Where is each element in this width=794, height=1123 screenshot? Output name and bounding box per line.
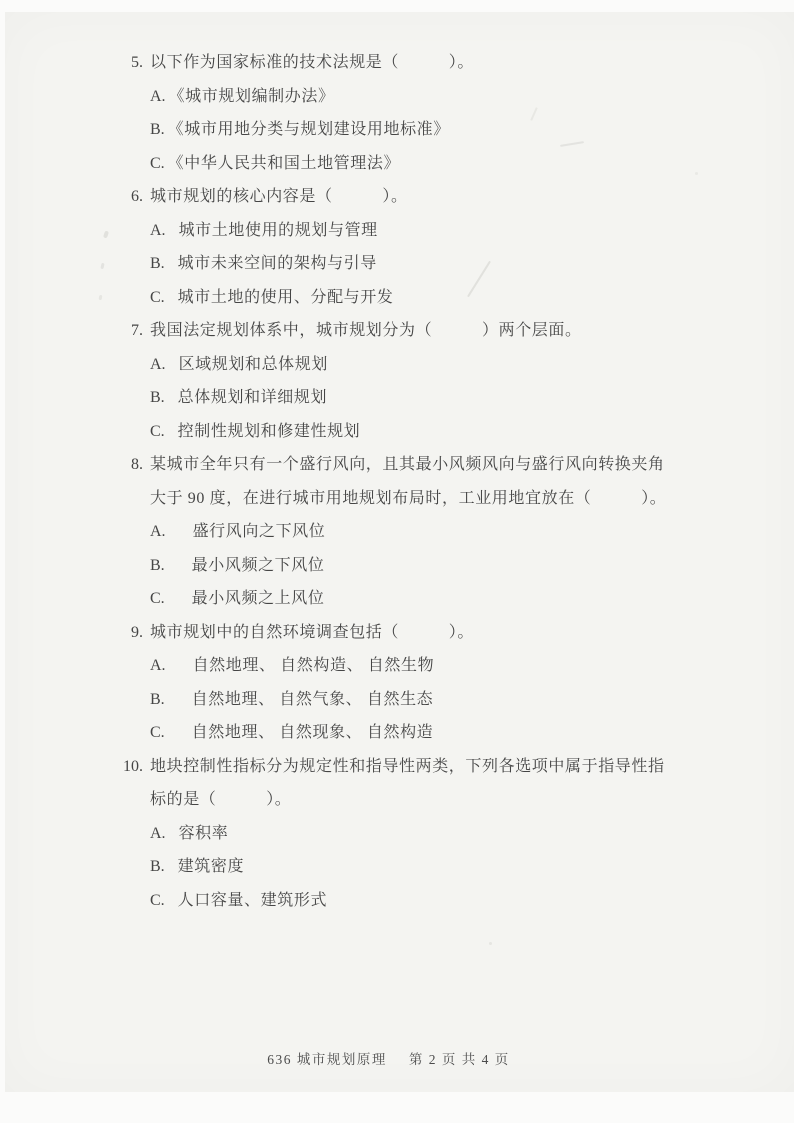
question-list (113, 46, 673, 917)
option-row (113, 884, 673, 918)
question-line (113, 616, 673, 650)
question-number: 6. (131, 188, 143, 205)
option-row (113, 415, 673, 449)
option-text: 《城市规划编制办法》 (168, 87, 335, 105)
question-text: 地块控制性指标分为规定性和指导性两类，下列各选项中属于指导性指标的是（ ）。 (150, 757, 665, 808)
question-line (113, 750, 673, 817)
option-letter: C. (150, 154, 165, 172)
option-letter: C. (150, 891, 165, 909)
question-number: 8. (131, 456, 143, 473)
scan-artifact (99, 295, 103, 300)
question-5 (113, 46, 673, 180)
option-row (113, 817, 673, 851)
option-text: 城市土地的使用、分配与开发 (177, 288, 394, 306)
question-text: 以下作为国家标准的技术法规是（ ）。 (150, 54, 475, 71)
question-text: 城市规划的核心内容是（ ）。 (150, 188, 408, 205)
footer-page-indicator: 第 2 页 共 4 页 (408, 1052, 510, 1067)
option-row (113, 649, 673, 683)
option-letter: C. (150, 288, 165, 306)
question-number: 9. (131, 623, 143, 641)
option-row (113, 348, 673, 382)
option-row (113, 549, 673, 583)
option-letter: B. (150, 690, 165, 708)
question-6 (113, 180, 673, 314)
question-line (113, 180, 673, 214)
option-row (113, 113, 673, 147)
option-letter: B. (150, 121, 165, 138)
option-row (113, 80, 673, 114)
option-letter: A. (150, 824, 166, 842)
option-letter: B. (150, 255, 165, 272)
option-row (113, 582, 673, 616)
option-row (113, 381, 673, 415)
option-text: 最小风频之下风位 (191, 556, 325, 574)
question-line (113, 314, 673, 348)
question-line (113, 46, 673, 80)
option-text: 总体规划和详细规划 (177, 389, 328, 406)
option-row (113, 716, 673, 750)
option-text: 人口容量、建筑形式 (177, 891, 328, 909)
option-text: 容积率 (178, 824, 229, 842)
option-text: 自然地理、 自然气象、 自然生态 (191, 690, 434, 708)
option-text: 控制性规划和修建性规划 (177, 422, 361, 440)
footer-course-title: 636 城市规划原理 (267, 1052, 387, 1067)
option-letter: C. (150, 590, 165, 607)
option-text: 建筑密度 (177, 858, 245, 875)
option-row (113, 247, 673, 281)
option-text: 区域规划和总体规划 (178, 355, 328, 373)
question-text: 我国法定规划体系中，城市规划分为（ ）两个层面。 (150, 322, 582, 339)
option-row (113, 147, 673, 181)
option-letter: A. (150, 221, 166, 239)
question-text: 城市规划中的自然环境调查包括（ ）。 (150, 623, 475, 641)
option-row (113, 515, 673, 549)
option-text: 自然地理、 自然构造、 自然生物 (192, 657, 435, 674)
question-number: 5. (131, 54, 143, 71)
question-8 (113, 448, 673, 616)
option-text: 盛行风向之下风位 (192, 523, 326, 540)
option-letter: B. (150, 556, 165, 574)
option-letter: B. (150, 858, 165, 875)
option-row (113, 214, 673, 248)
option-letter: B. (150, 389, 165, 406)
scanned-page (5, 12, 794, 1092)
option-row (113, 683, 673, 717)
option-letter: A. (150, 657, 166, 674)
scan-artifact (695, 172, 698, 175)
question-line (113, 448, 673, 515)
option-letter: C. (150, 422, 165, 440)
question-9 (113, 616, 673, 750)
question-10 (113, 750, 673, 918)
option-letter: A. (150, 87, 166, 105)
option-text: 自然地理、 自然现象、 自然构造 (191, 724, 434, 741)
scan-artifact (489, 942, 492, 945)
option-text: 《中华人民共和国土地管理法》 (167, 154, 401, 172)
page-footer (0, 1048, 783, 1068)
option-text: 城市土地使用的规划与管理 (178, 221, 378, 239)
option-text: 《城市用地分类与规划建设用地标准》 (167, 121, 450, 138)
question-number: 10. (123, 757, 143, 775)
option-text: 城市未来空间的架构与引导 (177, 255, 377, 272)
option-text: 最小风频之上风位 (191, 590, 325, 607)
scan-artifact (100, 263, 104, 269)
question-7 (113, 314, 673, 448)
option-row (113, 850, 673, 884)
scan-artifact (103, 231, 109, 239)
option-letter: A. (150, 523, 166, 540)
option-row (113, 281, 673, 315)
option-letter: A. (150, 355, 166, 373)
question-number: 7. (131, 322, 143, 339)
option-letter: C. (150, 724, 165, 741)
question-text: 某城市全年只有一个盛行风向，且其最小风频风向与盛行风向转换夹角大于 90 度，在进行城市用地规划布局时，工业用地宜放在（ ）。 (150, 456, 667, 507)
